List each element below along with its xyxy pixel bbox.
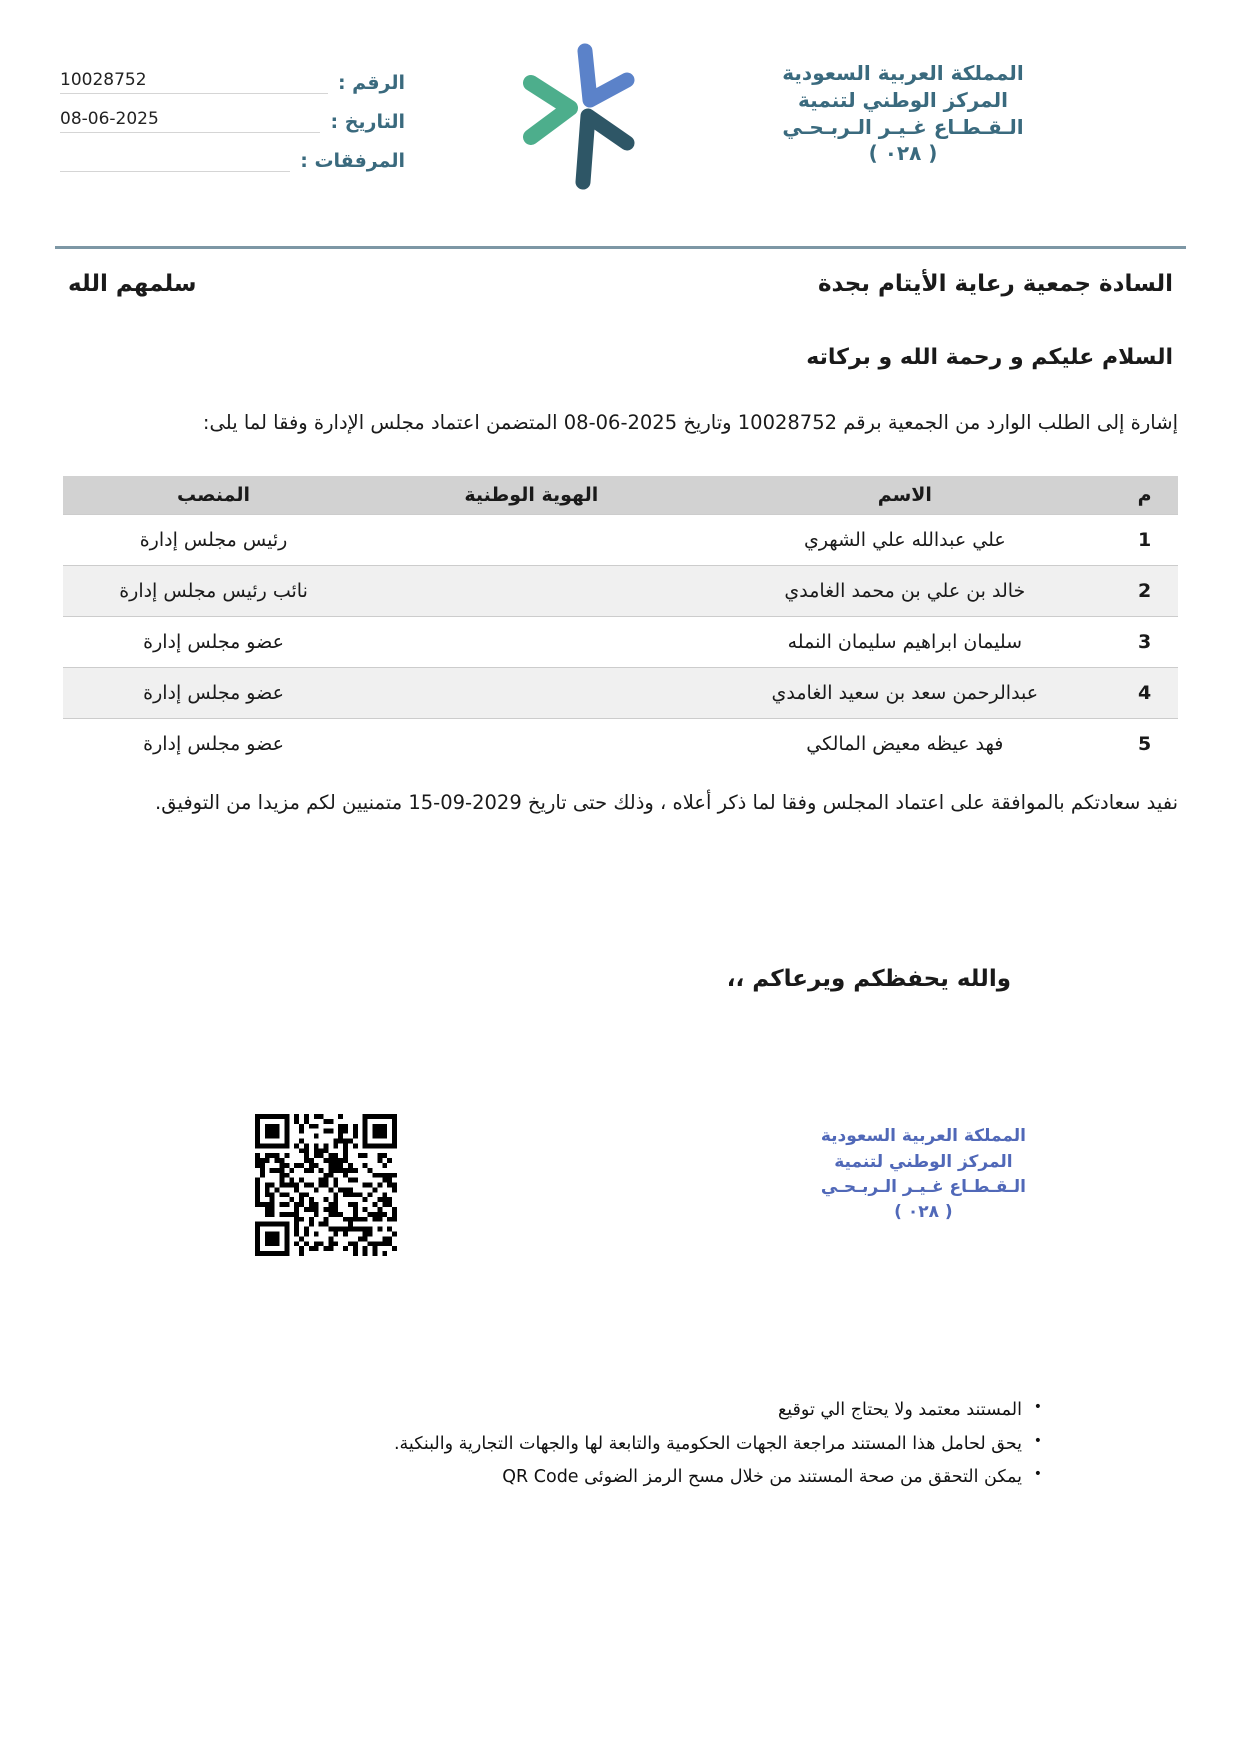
intro-paragraph: إشارة إلى الطلب الوارد من الجمعية برقم 10028752 وتاريخ 2025-06-08 المتضمن اعتماد مجلس الإدارة وفقا لما يلى: bbox=[202, 411, 1178, 434]
cell-national-id bbox=[364, 668, 699, 719]
header-national-id: الهوية الوطنية bbox=[364, 476, 699, 515]
cell-position: عضو مجلس إدارة bbox=[143, 682, 284, 705]
greeting: السلام عليكم و رحمة الله و بركاته bbox=[806, 345, 1173, 370]
cell-name: عبدالرحمن سعد بن سعيد الغامدي bbox=[771, 682, 1039, 705]
cell-national-id bbox=[364, 566, 699, 617]
cell-position: رئيس مجلس إدارة bbox=[139, 529, 288, 552]
org-line-code: ( ٠٢٨ ) bbox=[868, 141, 938, 166]
table-row bbox=[63, 617, 1178, 668]
footer-notes bbox=[0, 1394, 1241, 1494]
cell-index: 2 bbox=[1137, 580, 1152, 603]
org-name-header bbox=[753, 40, 1053, 167]
stamp-line-center: المركز الوطني لتنمية bbox=[834, 1151, 1013, 1172]
cell-position: نائب رئيس مجلس إدارة bbox=[119, 580, 308, 603]
cell-index: 5 bbox=[1137, 733, 1152, 756]
stamp-line-sector: الـقـطـاع غـيـر الـربـحـي bbox=[820, 1176, 1026, 1197]
cell-name: سليمان ابراهيم سليمان النمله bbox=[787, 631, 1023, 654]
ncnp-star-logo-icon bbox=[405, 40, 753, 190]
board-members-table bbox=[63, 476, 1178, 769]
cell-index: 1 bbox=[1137, 529, 1152, 552]
field-attachments bbox=[60, 142, 405, 172]
qr-code-icon bbox=[255, 1114, 397, 1256]
table-row bbox=[63, 719, 1178, 770]
stamp-line-code: ( ٠٢٨ ) bbox=[894, 1201, 953, 1222]
addressee-blessing: سلمهم الله bbox=[68, 271, 197, 297]
date-value: 08-06-2025 bbox=[60, 109, 320, 133]
stamp-line-country: المملكة العربية السعودية bbox=[820, 1126, 1026, 1147]
table-row bbox=[63, 566, 1178, 617]
org-line-country: المملكة العربية السعودية bbox=[782, 61, 1024, 85]
cell-position: عضو مجلس إدارة bbox=[143, 733, 284, 756]
cell-name: خالد بن علي بن محمد الغامدي bbox=[784, 580, 1026, 603]
note-item: • يحق لحامل هذا المستند مراجعة الجهات الحكومية والتابعة لها والجهات التجارية والبنكية. bbox=[60, 1428, 1046, 1461]
field-number bbox=[60, 64, 405, 94]
letter-header bbox=[0, 0, 1241, 190]
attachments-label: المرفقات : bbox=[300, 150, 405, 172]
attachments-value bbox=[60, 148, 290, 172]
stamp-row bbox=[0, 1114, 1241, 1256]
number-value: 10028752 bbox=[60, 70, 328, 94]
header-name: الاسم bbox=[699, 476, 1112, 515]
addressee-row bbox=[0, 249, 1241, 297]
cell-national-id bbox=[364, 719, 699, 770]
cell-index: 3 bbox=[1137, 631, 1152, 654]
org-name-stamp bbox=[821, 1114, 1026, 1225]
date-label: التاريخ : bbox=[330, 111, 405, 133]
notes-list bbox=[60, 1394, 1046, 1494]
cell-position: عضو مجلس إدارة bbox=[143, 631, 284, 654]
reference-fields bbox=[60, 40, 405, 181]
table-row bbox=[63, 668, 1178, 719]
approval-paragraph: نفيد سعادتكم بالموافقة على اعتماد المجلس وفقا لما ذكر أعلاه ، وذلك حتى تاريخ 2029-09-15 متمنيين لكم مزيدا من التوفيق. bbox=[155, 791, 1178, 815]
closing-phrase: والله يحفظكم ويرعاكم ،، bbox=[726, 966, 1011, 993]
note-item: • يمكن التحقق من صحة المستند من خلال مسح الرمز الضوئى QR Code bbox=[60, 1461, 1046, 1494]
cell-name: علي عبدالله علي الشهري bbox=[803, 529, 1006, 552]
org-line-sector: الـقـطـاع غـيـر الـربـحـي bbox=[782, 114, 1024, 139]
table-header bbox=[63, 476, 1178, 515]
table-row bbox=[63, 515, 1178, 566]
cell-national-id bbox=[364, 515, 699, 566]
table-header-row bbox=[63, 476, 1178, 515]
number-label: الرقم : bbox=[337, 72, 405, 94]
cell-national-id bbox=[364, 617, 699, 668]
note-item: • المستند معتمد ولا يحتاج الي توقيع bbox=[60, 1394, 1046, 1427]
header-index: م bbox=[1111, 476, 1178, 515]
header-position: المنصب bbox=[63, 476, 364, 515]
field-date bbox=[60, 103, 405, 133]
org-line-center: المركز الوطني لتنمية bbox=[798, 87, 1008, 112]
cell-name: فهد عيظه معيض المالكي bbox=[806, 733, 1004, 756]
cell-index: 4 bbox=[1137, 682, 1152, 705]
addressee: السادة جمعية رعاية الأيتام بجدة bbox=[817, 271, 1173, 297]
